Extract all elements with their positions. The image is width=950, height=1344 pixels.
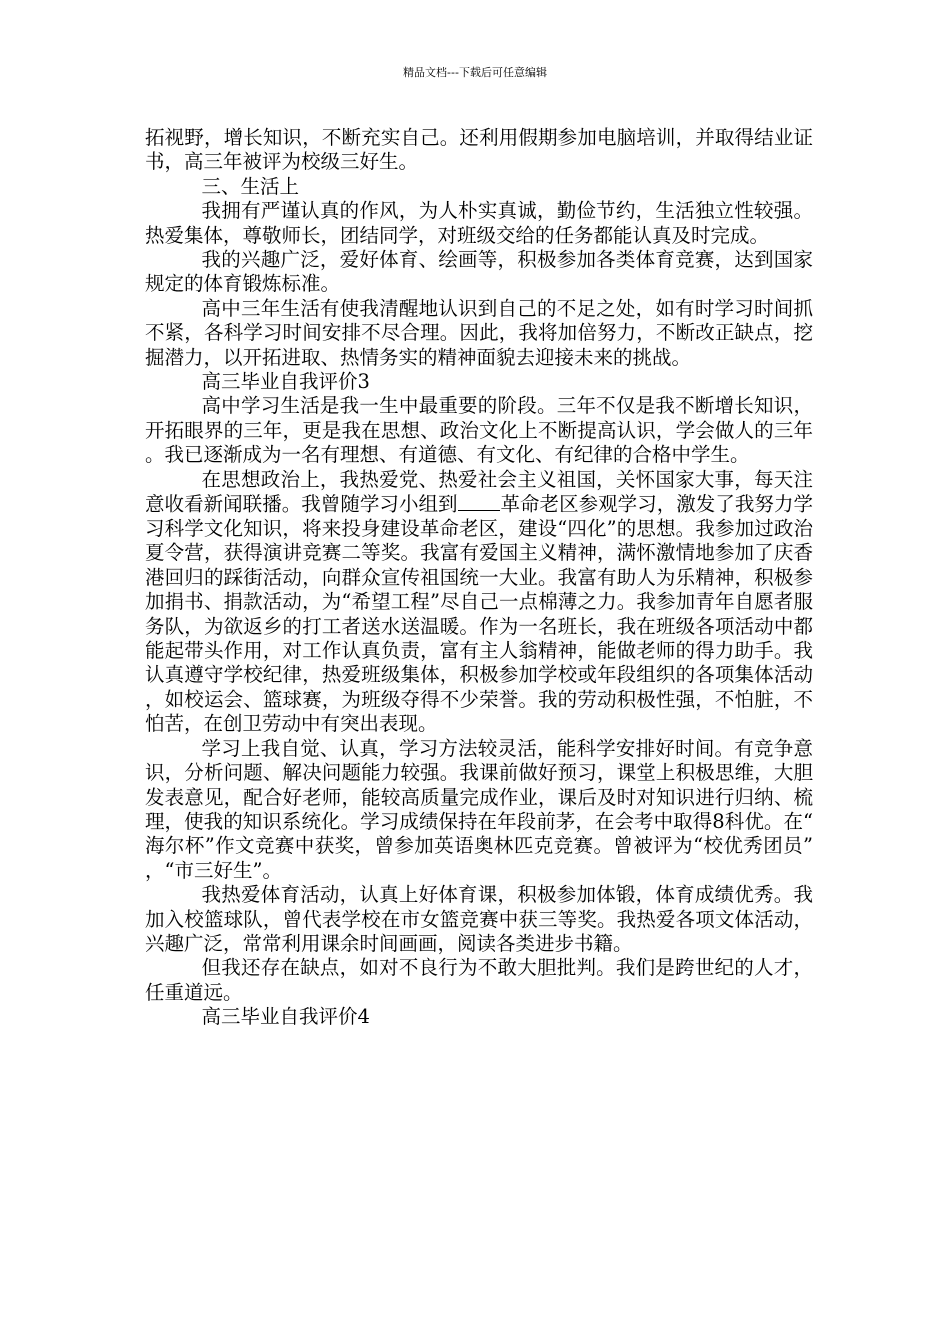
paragraph: 我热爱体育活动，认真上好体育课，积极参加体锻，体育成绩优秀。我加入校篮球队，曾代表学校在市女篮竞赛中获三等奖。我热爱各项文体活动，兴趣广泛，常常利用课余时间画画，阅读各类进步书籍。 <box>145 883 813 955</box>
paragraph-text-after-blank: 革命老区参观学习，激发了我努力学习科学文化知识，将来投身建设革命老区，建设“四化”的思想。我参加过政治夏令营，获得演讲竞赛二等奖。我富有爱国主义精神，满怀激情地参加了庆香港回归的踩街活动，向群众宣传祖国统一大业。我富有助人为乐精神，积极参加捐书、捐款活动，为“希望工程”尽自己一点棉薄之力。我参加青年自愿者服务队，为欲返乡的打工者送水送温暖。作为一名班长，我在班级各项活动中都能起带头作用，对工作认真负责，富有主人翁精神，能做老师的得力助手。我认真遵守学校纪律，热爱班级集体，积极参加学校或年段组织的各项集体活动，如校运会、篮球赛，为班级夺得不少荣誉。我的劳动积极性强，不怕脏，不怕苦，在创卫劳动中有突出表现。 <box>145 492 813 736</box>
section-heading-evaluation-4: 高三毕业自我评价4 <box>201 1005 370 1029</box>
paragraph-with-blank <box>145 468 813 737</box>
paragraph-continued: 拓视野，增长知识，不断充实自己。还利用假期参加电脑培训，并取得结业证书，高三年被评为校级三好生。 <box>145 126 813 174</box>
section-heading-evaluation-3: 高三毕业自我评价3 <box>201 370 370 394</box>
paragraph: 高中三年生活有使我清醒地认识到自己的不足之处，如有时学习时间抓不紧，各科学习时间安排不尽合理。因此，我将加倍努力，不断改正缺点，挖掘潜力，以开拓进取、热情务实的精神面貌去迎接未来的挑战。 <box>145 296 813 369</box>
paragraph: 我的兴趣广泛，爱好体育、绘画等，积极参加各类体育竞赛，达到国家规定的体育锻炼标准。 <box>145 248 813 296</box>
paragraph: 学习上我自觉、认真，学习方法较灵活，能科学安排好时间。有竞争意识，分析问题、解决问题能力较强。我课前做好预习，课堂上积极思维，大胆发表意见，配合好老师，能较高质量完成作业，课后及时对知识进行归纳、梳理，使我的知识系统化。学习成绩保持在年段前茅，在会考中取得8科优。在“海尔杯”作文竞赛中获奖，曾参加英语奥林匹克竞赛。曾被评为“校优秀团员”，“市三好生”。 <box>145 736 813 882</box>
page-header: 精品文档---下载后可任意编辑 <box>403 66 547 79</box>
document-body <box>145 126 813 1030</box>
paragraph: 我拥有严谨认真的作风，为人朴实真诚，勤俭节约，生活独立性较强。热爱集体，尊敬师长，团结同学，对班级交给的任务都能认真及时完成。 <box>145 199 813 247</box>
section-heading-life: 三、生活上 <box>201 174 300 198</box>
paragraph: 高中学习生活是我一生中最重要的阶段。三年不仅是我不断增长知识，开拓眼界的三年，更是我在思想、政治文化上不断提高认识，学会做人的三年。我已逐渐成为一名有理想、有道德、有文化、有纪律的合格中学生。 <box>145 394 813 467</box>
fill-in-blank <box>458 492 501 511</box>
paragraph-text-before-blank: 在思想政治上，我热爱党、热爱社会主义祖国，关怀国家大事，每天注意收看新闻联播。我曾随学习小组到 <box>145 467 813 516</box>
paragraph: 但我还存在缺点，如对不良行为不敢大胆批判。我们是跨世纪的人才，任重道远。 <box>145 956 813 1004</box>
